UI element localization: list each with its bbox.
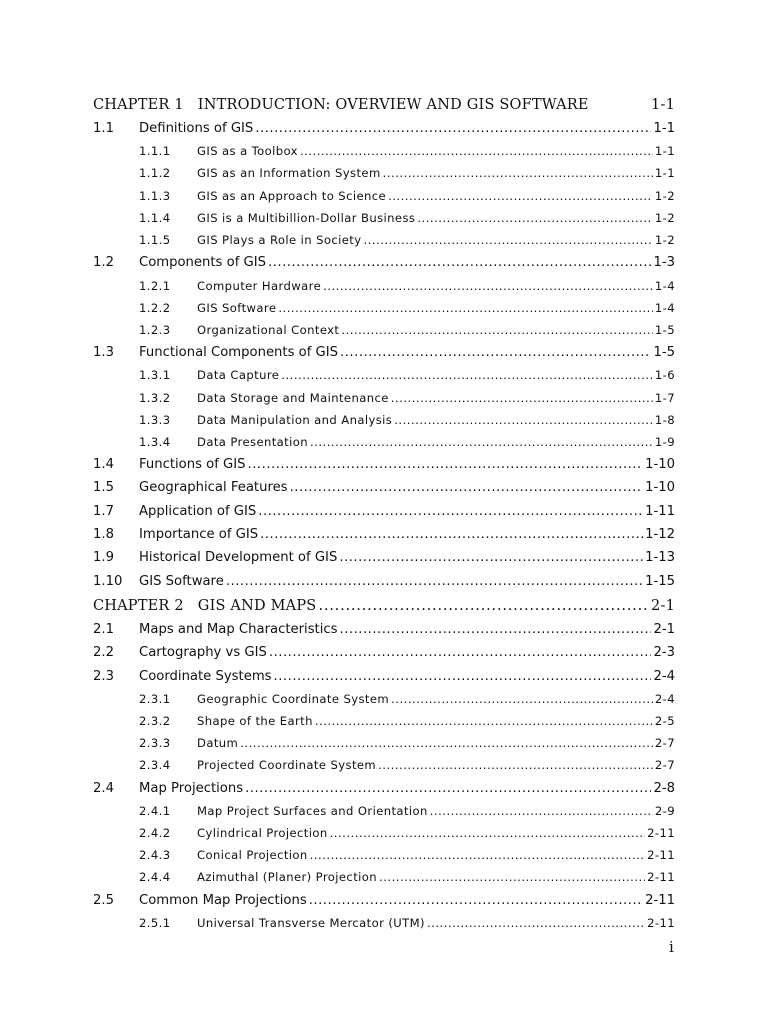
toc-entry-page: 1-5 xyxy=(654,322,675,337)
dot-leader xyxy=(379,866,645,888)
toc-entry-section xyxy=(93,523,675,546)
toc-entry-page: 1-1 xyxy=(653,121,675,136)
toc-entry-section xyxy=(93,453,675,476)
dot-leader xyxy=(310,844,645,866)
toc-entry-page: 1-9 xyxy=(654,434,675,449)
toc-entry-section xyxy=(93,341,675,364)
toc-entry-sub xyxy=(93,229,675,251)
toc-entry-page: 1-7 xyxy=(654,390,675,405)
toc-entry-sub xyxy=(93,912,675,934)
toc-entry-number: 1.2.1 xyxy=(139,278,171,293)
dot-leader xyxy=(323,275,653,297)
toc-entry-chapter xyxy=(93,594,675,618)
toc-entry-page: 1-2 xyxy=(654,233,675,248)
toc-entry-section xyxy=(93,117,675,140)
toc-entry-number: 1.8 xyxy=(93,527,114,543)
toc-entry-sub xyxy=(93,732,675,754)
dot-leader xyxy=(300,140,653,162)
dot-leader xyxy=(430,800,653,822)
toc-entry-page: 2-4 xyxy=(653,668,675,684)
dot-leader xyxy=(255,117,651,140)
dot-leader xyxy=(269,641,652,664)
dot-leader xyxy=(383,162,653,184)
dot-leader xyxy=(226,570,643,593)
toc-entry-section xyxy=(93,618,675,641)
dot-leader xyxy=(391,387,653,409)
toc-entry-title: Organizational Context xyxy=(197,322,340,337)
toc-entry-page: 2-1 xyxy=(651,597,675,614)
toc-entry-sub xyxy=(93,822,675,844)
toc-entry-page: 1-4 xyxy=(654,278,675,293)
toc-entry-title: GIS is a Multibillion-Dollar Business xyxy=(197,210,416,225)
toc-entry-number: 1.3.1 xyxy=(139,368,171,383)
toc-entry-title: Geographic Coordinate System xyxy=(197,691,390,706)
dot-leader xyxy=(417,207,653,229)
toc-entry-number: 1.3 xyxy=(93,345,114,361)
toc-entry-page: 1-12 xyxy=(645,527,675,543)
toc-entry-title: Data Manipulation and Analysis xyxy=(197,412,393,427)
toc-entry-number: 2.4.2 xyxy=(139,826,171,841)
toc-entry-title: Data Capture xyxy=(197,368,280,383)
toc-entry-title: Geographical Features xyxy=(139,480,288,496)
toc-entry-title: INTRODUCTION: OVERVIEW AND GIS SOFTWARE xyxy=(197,97,589,113)
toc-entry-title: Map Project Surfaces and Orientation xyxy=(197,803,428,818)
dot-leader xyxy=(260,523,643,546)
toc-entry-section xyxy=(93,546,675,569)
toc-entry-page: 1-2 xyxy=(654,188,675,203)
dot-leader xyxy=(330,822,645,844)
toc-entry-number: 1.1.1 xyxy=(139,144,171,159)
toc-entry-title: Application of GIS xyxy=(139,503,257,519)
toc-entry-sub xyxy=(93,185,675,207)
toc-entry-title: GIS as an Information System xyxy=(197,166,381,181)
toc-entry-title: Coordinate Systems xyxy=(139,668,272,684)
dot-leader xyxy=(388,185,653,207)
dot-leader xyxy=(290,476,644,499)
toc-entry-number: 1.1.2 xyxy=(139,166,171,181)
dot-leader xyxy=(274,665,652,688)
toc-entry-title: Components of GIS xyxy=(139,255,267,271)
toc-entry-title: Shape of the Earth xyxy=(197,714,313,728)
toc-entry-page: 2-3 xyxy=(653,645,675,661)
toc-entry-section xyxy=(93,251,675,274)
toc-entry-title: Data Storage and Maintenance xyxy=(197,390,389,405)
toc-entry-number: 2.3.3 xyxy=(139,736,171,751)
toc-entry-page: 1-15 xyxy=(645,573,675,589)
toc-entry-sub xyxy=(93,431,675,453)
dot-leader xyxy=(427,912,645,934)
dot-leader xyxy=(278,297,653,319)
toc-entry-number: 2.3.4 xyxy=(139,758,171,773)
dot-leader xyxy=(341,319,653,341)
dot-leader xyxy=(394,409,653,431)
dot-leader xyxy=(268,251,651,274)
toc-entry-number: 1.10 xyxy=(93,573,123,589)
toc-entry-page: 1-4 xyxy=(654,300,675,315)
toc-entry-title: Cartography vs GIS xyxy=(139,645,267,661)
toc-entry-number: 2.4.3 xyxy=(139,848,171,863)
toc-entry-title: Cylindrical Projection xyxy=(197,826,328,841)
dot-leader xyxy=(245,777,651,800)
toc-entry-page: 1-5 xyxy=(653,345,675,361)
toc-entry-section xyxy=(93,665,675,688)
dot-leader xyxy=(378,754,653,776)
toc-entry-sub xyxy=(93,364,675,386)
toc-entry-sub xyxy=(93,866,675,888)
toc-entry-section xyxy=(93,476,675,499)
dot-leader xyxy=(340,341,651,364)
toc-entry-number: 2.4.1 xyxy=(139,803,171,818)
toc-entry-title: GIS Software xyxy=(197,300,277,315)
toc-entry-title: Common Map Projections xyxy=(139,892,307,908)
toc-entry-sub xyxy=(93,800,675,822)
toc-entry-title: Importance of GIS xyxy=(139,527,259,543)
dot-leader xyxy=(281,364,653,386)
toc-entry-number: 1.1.5 xyxy=(139,233,171,248)
toc-entry-number: 2.2 xyxy=(93,645,114,661)
table-of-contents xyxy=(93,92,675,934)
toc-entry-section xyxy=(93,641,675,664)
toc-entry-number: 2.4 xyxy=(93,780,114,796)
toc-entry-number: 2.4.4 xyxy=(139,870,171,885)
toc-entry-number: 2.5.1 xyxy=(139,915,171,930)
toc-entry-section xyxy=(93,570,675,593)
toc-entry-page: 2-5 xyxy=(654,714,675,728)
toc-entry-number: 2.3.1 xyxy=(139,691,171,706)
toc-entry-page: 1-11 xyxy=(645,503,675,519)
toc-entry-page: 2-7 xyxy=(654,758,675,773)
toc-entry-title: Projected Coordinate System xyxy=(197,758,377,773)
toc-entry-number: 1.1.4 xyxy=(139,210,171,225)
toc-entry-number: 1.1.3 xyxy=(139,188,171,203)
toc-entry-page: 1-2 xyxy=(654,210,675,225)
toc-entry-section xyxy=(93,500,675,523)
dot-leader xyxy=(309,889,643,912)
toc-entry-number: 1.2.2 xyxy=(139,300,171,315)
dot-leader xyxy=(340,618,652,641)
toc-entry-number: CHAPTER 1 xyxy=(93,97,184,113)
toc-entry-title: GIS as a Toolbox xyxy=(197,144,298,159)
toc-entry-sub xyxy=(93,140,675,162)
toc-entry-title: Definitions of GIS xyxy=(139,121,254,136)
toc-entry-page: 2-8 xyxy=(653,780,675,796)
toc-entry-sub xyxy=(93,297,675,319)
toc-entry-title: Azimuthal (Planer) Projection xyxy=(197,870,378,885)
toc-entry-page: 2-7 xyxy=(654,736,675,751)
dot-leader xyxy=(391,688,653,710)
toc-entry-title: Conical Projection xyxy=(197,848,308,863)
toc-entry-title: Functions of GIS xyxy=(139,457,246,473)
toc-entry-sub xyxy=(93,688,675,710)
toc-entry-page: 1-10 xyxy=(645,457,675,473)
dot-leader xyxy=(240,732,653,754)
toc-entry-page: 2-11 xyxy=(647,870,675,885)
dot-leader xyxy=(315,710,653,732)
toc-entry-page: 2-11 xyxy=(647,915,675,930)
toc-entry-page: 1-3 xyxy=(653,255,675,271)
toc-entry-sub xyxy=(93,275,675,297)
toc-entry-number: 1.5 xyxy=(93,480,114,496)
toc-entry-page: 2-1 xyxy=(653,621,675,637)
dot-leader xyxy=(318,594,649,618)
toc-entry-sub xyxy=(93,319,675,341)
toc-entry-title: GIS Plays a Role in Society xyxy=(197,233,362,248)
dot-leader xyxy=(339,546,643,569)
dot-leader xyxy=(310,431,653,453)
toc-entry-page: 1-6 xyxy=(654,368,675,383)
toc-entry-number: 2.1 xyxy=(93,621,114,637)
toc-entry-page: 2-11 xyxy=(647,848,675,863)
toc-entry-number: 1.3.2 xyxy=(139,390,171,405)
toc-entry-title: Maps and Map Characteristics xyxy=(139,621,338,637)
dot-leader xyxy=(363,229,652,251)
toc-entry-sub xyxy=(93,409,675,431)
toc-entry-number: CHAPTER 2 xyxy=(93,597,184,614)
toc-entry-number: 1.1 xyxy=(93,121,114,136)
toc-entry-number: 2.3.2 xyxy=(139,714,171,728)
toc-entry-page: 1-1 xyxy=(651,97,675,113)
toc-entry-title: Historical Development of GIS xyxy=(139,550,338,566)
toc-entry-page: 2-11 xyxy=(647,826,675,841)
toc-entry-number: 2.3 xyxy=(93,668,114,684)
toc-entry-sub xyxy=(93,754,675,776)
toc-entry-number: 1.3.3 xyxy=(139,412,171,427)
toc-entry-page: 1-8 xyxy=(654,412,675,427)
toc-entry-page: 2-9 xyxy=(654,803,675,818)
toc-entry-number: 1.7 xyxy=(93,503,114,519)
toc-entry-page: 1-10 xyxy=(645,480,675,496)
dot-leader xyxy=(248,453,644,476)
toc-entry-number: 1.3.4 xyxy=(139,434,171,449)
toc-entry-number: 1.9 xyxy=(93,550,114,566)
toc-entry-title: Functional Components of GIS xyxy=(139,345,339,361)
toc-entry-page: 2-4 xyxy=(654,691,675,706)
toc-entry-page: 1-13 xyxy=(645,550,675,566)
toc-entry-title: GIS AND MAPS xyxy=(197,597,317,614)
page-number: i xyxy=(669,938,674,956)
toc-entry-section xyxy=(93,777,675,800)
toc-entry-page: 1-1 xyxy=(654,144,675,159)
toc-entry-sub xyxy=(93,207,675,229)
toc-entry-sub xyxy=(93,162,675,184)
toc-entry-sub xyxy=(93,710,675,732)
toc-entry-page: 1-1 xyxy=(654,166,675,181)
toc-entry-chapter xyxy=(93,93,675,117)
toc-entry-title: GIS Software xyxy=(139,573,224,589)
toc-entry-section xyxy=(93,889,675,912)
toc-entry-page: 2-11 xyxy=(645,892,675,908)
dot-leader xyxy=(258,500,643,523)
toc-entry-title: Datum xyxy=(197,736,239,751)
toc-entry-title: Data Presentation xyxy=(197,434,308,449)
toc-entry-number: 2.5 xyxy=(93,892,114,908)
toc-entry-sub xyxy=(93,387,675,409)
toc-entry-title: GIS as an Approach to Science xyxy=(197,188,387,203)
toc-entry-number: 1.4 xyxy=(93,457,114,473)
toc-entry-title: Universal Transverse Mercator (UTM) xyxy=(197,915,425,930)
toc-entry-number: 1.2 xyxy=(93,255,114,271)
toc-entry-number: 1.2.3 xyxy=(139,322,171,337)
toc-entry-title: Computer Hardware xyxy=(197,278,322,293)
toc-entry-sub xyxy=(93,844,675,866)
toc-entry-title: Map Projections xyxy=(139,780,244,796)
